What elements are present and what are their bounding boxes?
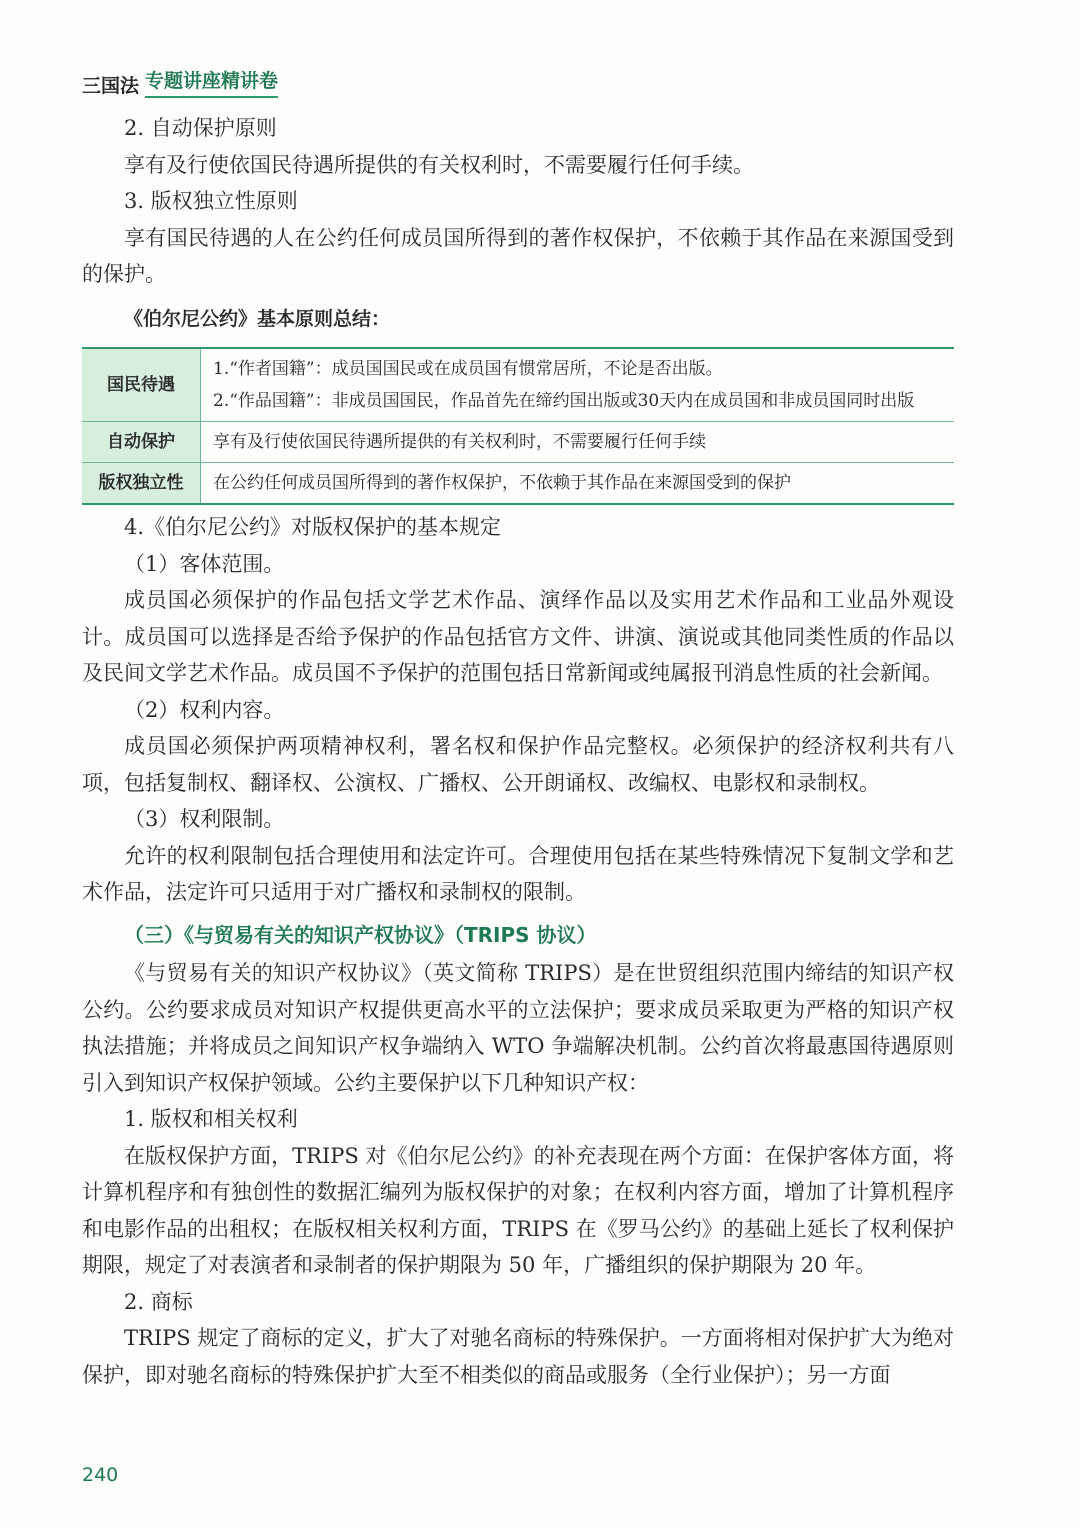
table-row [82,463,954,505]
table-row [82,422,954,463]
subheading: 4.《伯尔尼公约》对版权保护的基本规定 [124,515,502,539]
book-series: 三国法 [82,75,140,97]
subheading: 2. 商标 [124,1289,193,1314]
subheading: （2）权利内容。 [124,697,285,722]
row-content [201,348,955,422]
row-line: 2.“作品国籍”：非成员国国民，作品首先在缔约国出版或30天内在成员国和非成员国同时出版 [213,391,915,411]
table-row [82,348,954,422]
summary-title: 《伯尔尼公约》基本原则总结： [124,307,391,330]
paragraph: 在版权保护方面，TRIPS 对《伯尔尼公约》的补充表现在两个方面：在保护客体方面，将计算机程序和有独创性的数据汇编列为版权保护的对象；在权利内容方面，增加了计算机程序和电影作品的出租权；在版权相关权利方面，TRIPS 在《罗马公约》的基础上延长了权利保护期限，规定了对表演者和录制者的保护期限为 50 年，广播组织的保护期限为 20 年。 [82,1143,954,1277]
row-label: 国民待遇 [82,348,201,422]
summary-table [82,347,954,505]
row-content: 在公约任何成员国所得到的著作权保护，不依赖于其作品在来源国受到的保护 [213,473,791,493]
subheading: （3）权利限制。 [124,807,285,831]
subheading: 3. 版权独立性原则 [124,189,298,213]
row-content: 享有及行使依国民待遇所提供的有关权利时，不需要履行任何手续 [201,422,955,463]
paragraph: TRIPS 规定了商标的定义，扩大了对驰名商标的特殊保护。一方面将相对保护扩大为绝对保护，即对驰名商标的特殊保护扩大至不相类似的商品或服务（全行业保护）；另一方面 [82,1326,954,1387]
page-body [82,110,954,1393]
section-heading: （三）《与贸易有关的知识产权协议》（TRIPS 协议） [124,922,597,947]
paragraph: 成员国必须保护两项精神权利，署名权和保护作品完整权。必须保护的经济权利共有八项，包括复制权、翻译权、公演权、广播权、公开朗诵权、改编权、电影权和录制权。 [82,734,954,795]
paragraph: 成员国必须保护的作品包括文学艺术作品、演绎作品以及实用艺术作品和工业品外观设计。成员国可以选择是否给予保护的作品包括官方文件、讲演、演说或其他同类性质的作品以及民间文学艺术作品。成员国不予保护的范围包括日常新闻或纯属报刊消息性质的社会新闻。 [82,588,954,685]
subheading: （1）客体范围。 [124,551,285,576]
running-header [82,66,278,98]
paragraph: 享有国民待遇的人在公约任何成员国所得到的著作权保护，不依赖于其作品在来源国受到的保护。 [82,225,954,286]
paragraph: 享有及行使依国民待遇所提供的有关权利时，不需要履行任何手续。 [124,152,754,177]
row-line: 1.“作者国籍”：成员国国民或在成员国有惯常居所，不论是否出版。 [213,359,723,379]
paragraph: 允许的权利限制包括合理使用和法定许可。合理使用包括在某些特殊情况下复制文学和艺术作品，法定许可只适用于对广播权和录制权的限制。 [82,843,954,904]
page-number: 240 [82,1464,119,1486]
subheading: 2. 自动保护原则 [124,116,277,140]
row-label: 版权独立性 [82,463,201,505]
book-subtitle: 专题讲座精讲卷 [145,66,278,98]
paragraph: 《与贸易有关的知识产权协议》（英文简称 TRIPS）是在世贸组织范围内缔结的知识产权公约。公约要求成员对知识产权提供更高水平的立法保护；要求成员采取更为严格的知识产权执法措施；并将成员之间知识产权争端纳入 WTO 争端解决机制。公约首次将最惠国待遇原则引入到知识产权保护领域。公约主要保护以下几种知识产权： [82,961,954,1095]
row-label: 自动保护 [82,422,201,463]
subheading: 1. 版权和相关权利 [124,1107,298,1131]
